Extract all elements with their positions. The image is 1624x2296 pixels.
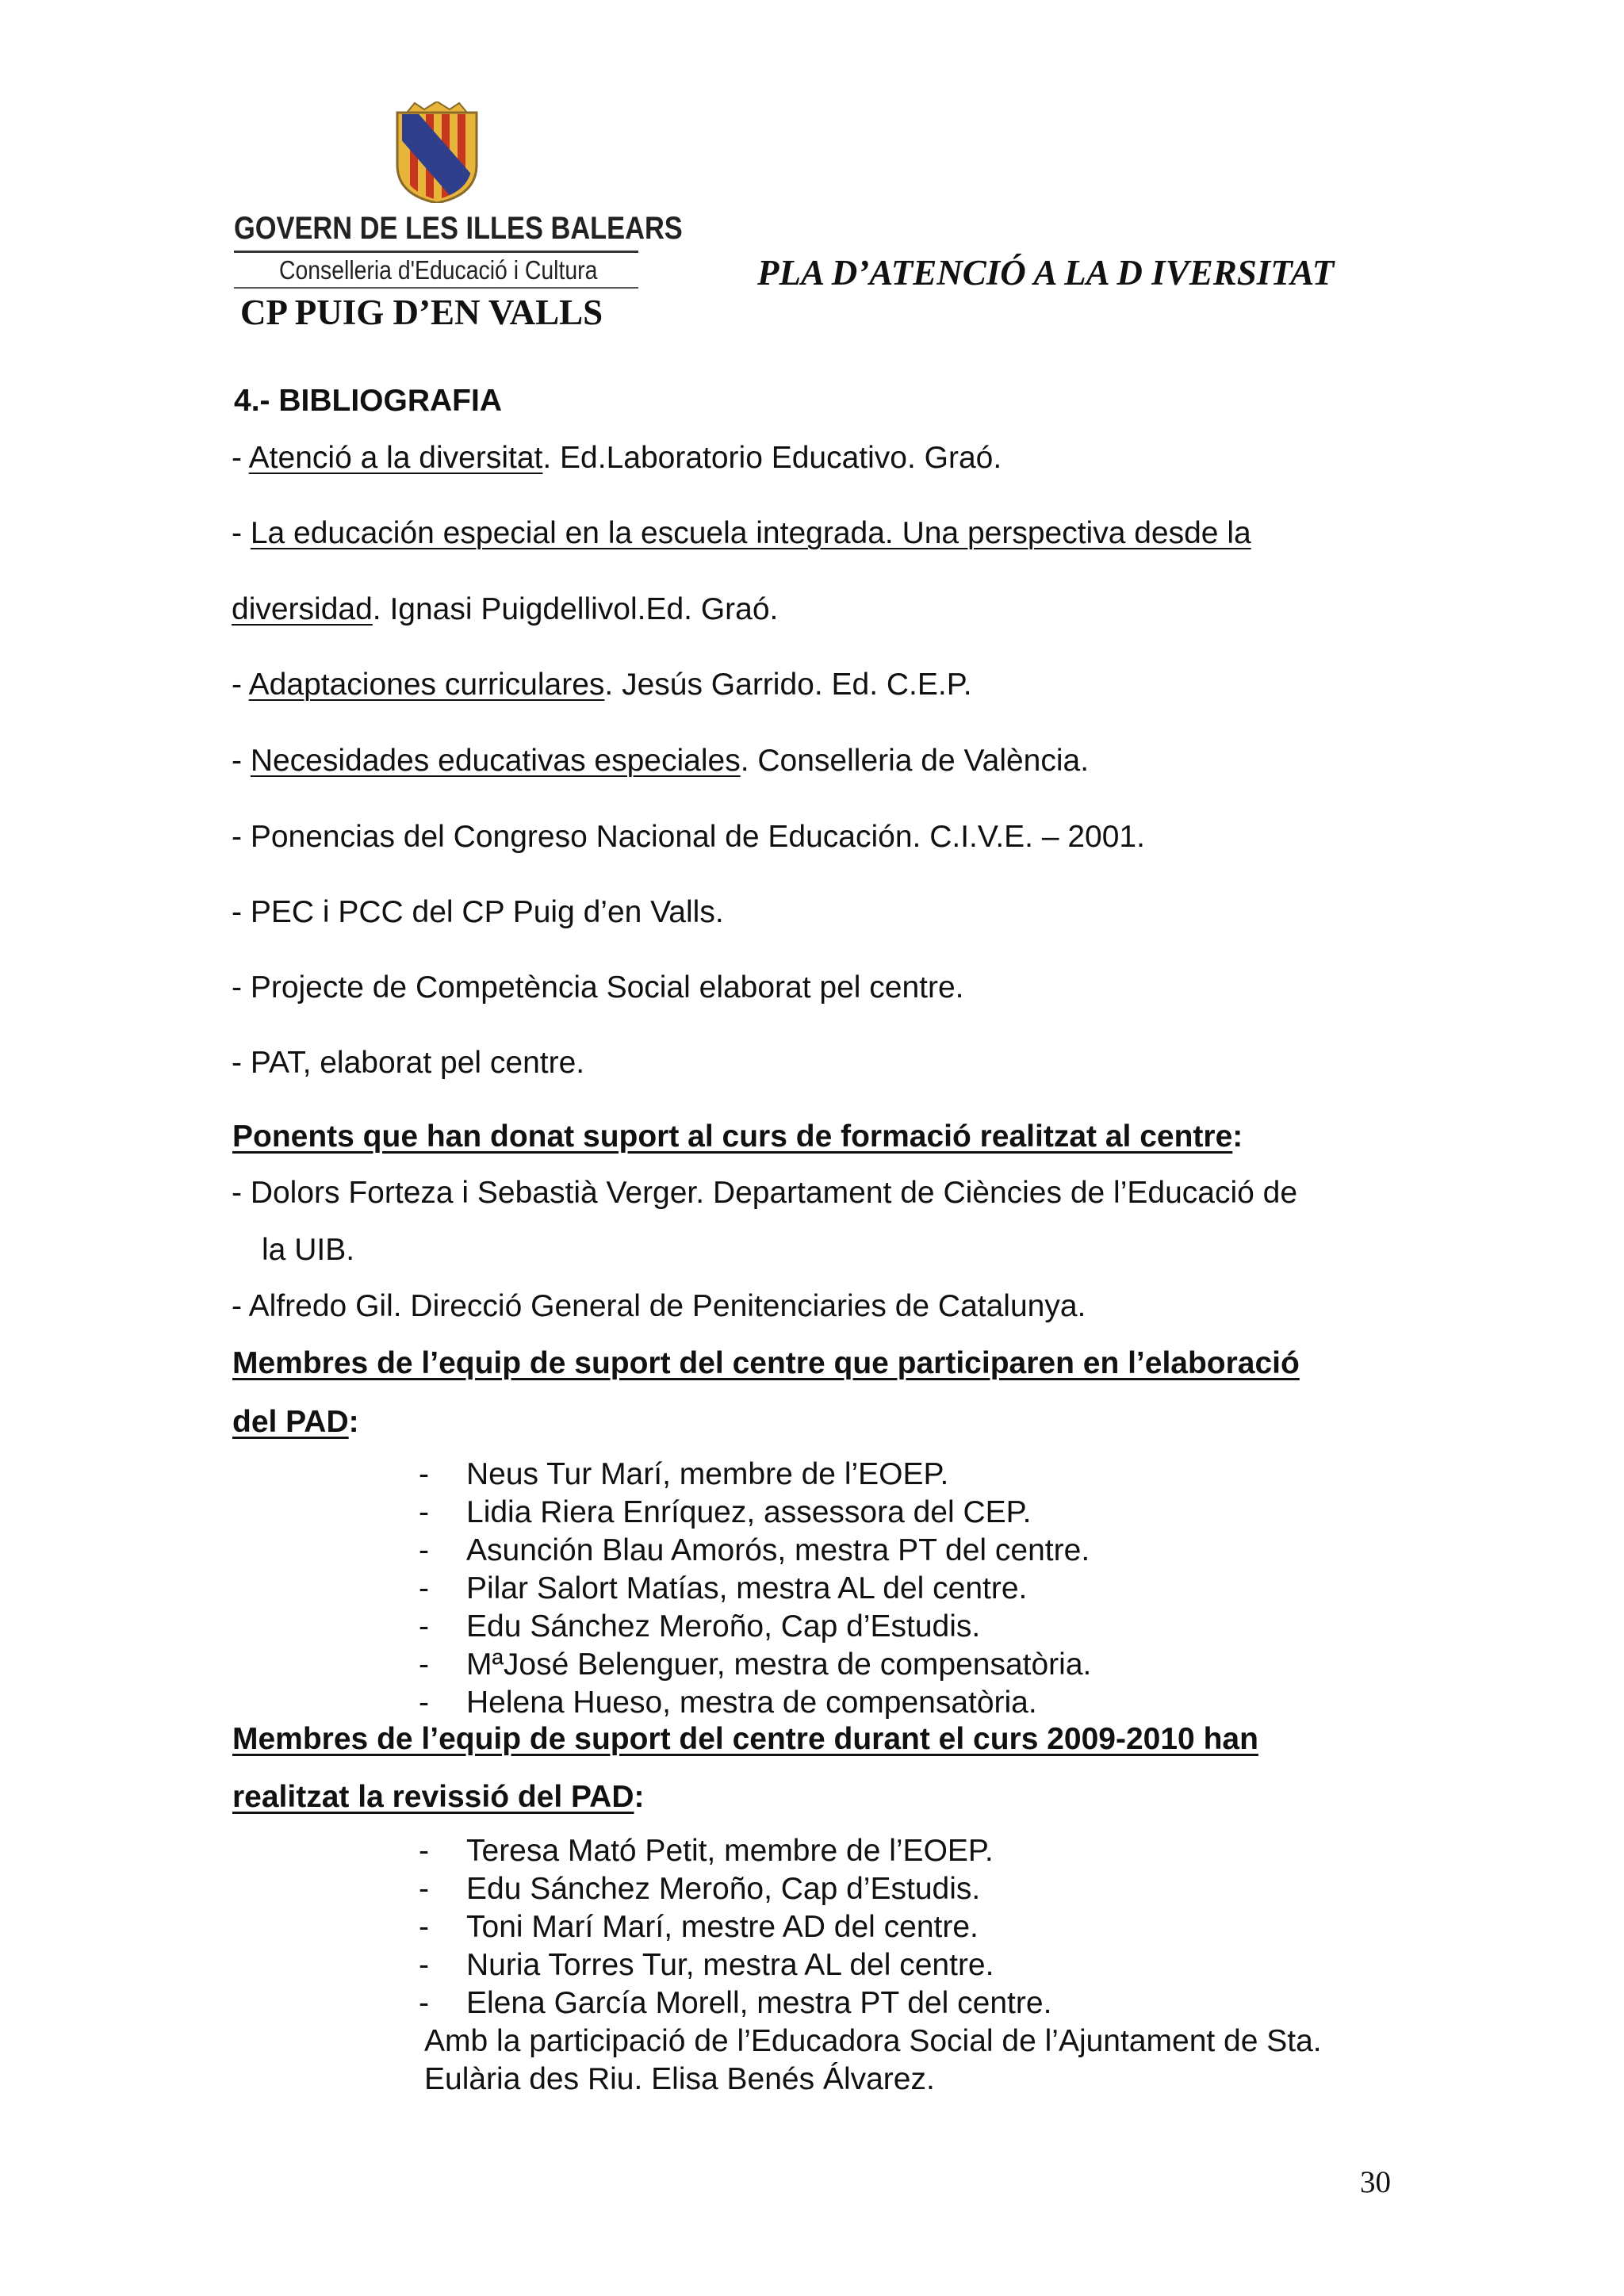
ponent-item: - Dolors Forteza i Sebastià Verger. Departament de Ciències de l’Educació de	[232, 1176, 1298, 1210]
ponent-item: - Alfredo Gil. Direcció General de Penitenciaries de Catalunya.	[232, 1289, 1086, 1323]
page-number: 30	[1360, 2165, 1391, 2199]
member-item: - Edu Sánchez Meroño, Cap d’Estudis.	[419, 1872, 981, 1906]
ponents-heading: Ponents que han donat suport al curs de formació realitzat al centre:	[232, 1119, 1243, 1154]
divider	[234, 287, 638, 289]
bibliography-item: - Atenció a la diversitat. Ed.Laboratorio Educativo. Graó.	[232, 441, 1002, 475]
org-name: GOVERN DE LES ILLES BALEARS	[234, 211, 683, 246]
member-item: - MªJosé Belenguer, mestra de compensatòria.	[419, 1647, 1092, 1682]
member-item: - Helena Hueso, mestra de compensatòria.	[419, 1686, 1037, 1720]
member-item: - Elena García Morell, mestra PT del centre.	[419, 1986, 1052, 2020]
member-item: - Teresa Mató Petit, membre de l’EOEP.	[419, 1834, 994, 1868]
team-elab-heading: del PAD:	[232, 1405, 359, 1439]
member-item: - Asunción Blau Amorós, mestra PT del centre.	[419, 1533, 1090, 1567]
bibliography-item: diversidad. Ignasi Puigdellivol.Ed. Graó.	[232, 592, 779, 626]
school-name: CP PUIG D’EN VALLS	[240, 293, 603, 332]
bibliography-item: - Adaptaciones curriculares. Jesús Garrido. Ed. C.E.P.	[232, 668, 972, 702]
ponent-item: la UIB.	[262, 1233, 355, 1267]
member-item: - Lidia Riera Enríquez, assessora del CEP.	[419, 1495, 1032, 1529]
participation-note: Amb la participació de l’Educadora Social de l’Ajuntament de Sta.	[424, 2024, 1322, 2058]
coat-of-arms-logo	[391, 101, 483, 203]
org-department: Conselleria d'Educació i Cultura	[279, 255, 598, 285]
member-item: - Edu Sánchez Meroño, Cap d’Estudis.	[419, 1609, 981, 1644]
team-elab-heading: Membres de l’equip de suport del centre que participaren en l’elaboració	[232, 1346, 1300, 1380]
bibliography-item: - La educación especial en la escuela integrada. Una perspectiva desde la	[232, 516, 1251, 550]
member-item: - Toni Marí Marí, mestre AD del centre.	[419, 1910, 979, 1944]
member-item: - Nuria Torres Tur, mestra AL del centre.	[419, 1948, 994, 1982]
bibliography-item: - PEC i PCC del CP Puig d’en Valls.	[232, 895, 724, 929]
member-item: - Pilar Salort Matías, mestra AL del centre.	[419, 1571, 1028, 1605]
divider	[234, 251, 638, 253]
team-review-heading: Membres de l’equip de suport del centre durant el curs 2009-2010 han	[232, 1722, 1258, 1756]
bibliography-item: - PAT, elaborat pel centre.	[232, 1046, 585, 1080]
bibliography-item: - Projecte de Competència Social elaborat pel centre.	[232, 970, 964, 1004]
section-title: 4.- BIBLIOGRAFIA	[234, 384, 502, 418]
document-title: PLA D’ATENCIÓ A LA D IVERSITAT	[757, 253, 1335, 293]
member-item: - Neus Tur Marí, membre de l’EOEP.	[419, 1457, 949, 1491]
team-review-heading: realitzat la revissió del PAD:	[232, 1780, 645, 1814]
bibliography-item: - Necesidades educativas especiales. Conselleria de València.	[232, 744, 1090, 778]
bibliography-item: - Ponencias del Congreso Nacional de Educación. C.I.V.E. – 2001.	[232, 820, 1145, 854]
participation-note: Eulària des Riu. Elisa Benés Álvarez.	[424, 2062, 935, 2096]
